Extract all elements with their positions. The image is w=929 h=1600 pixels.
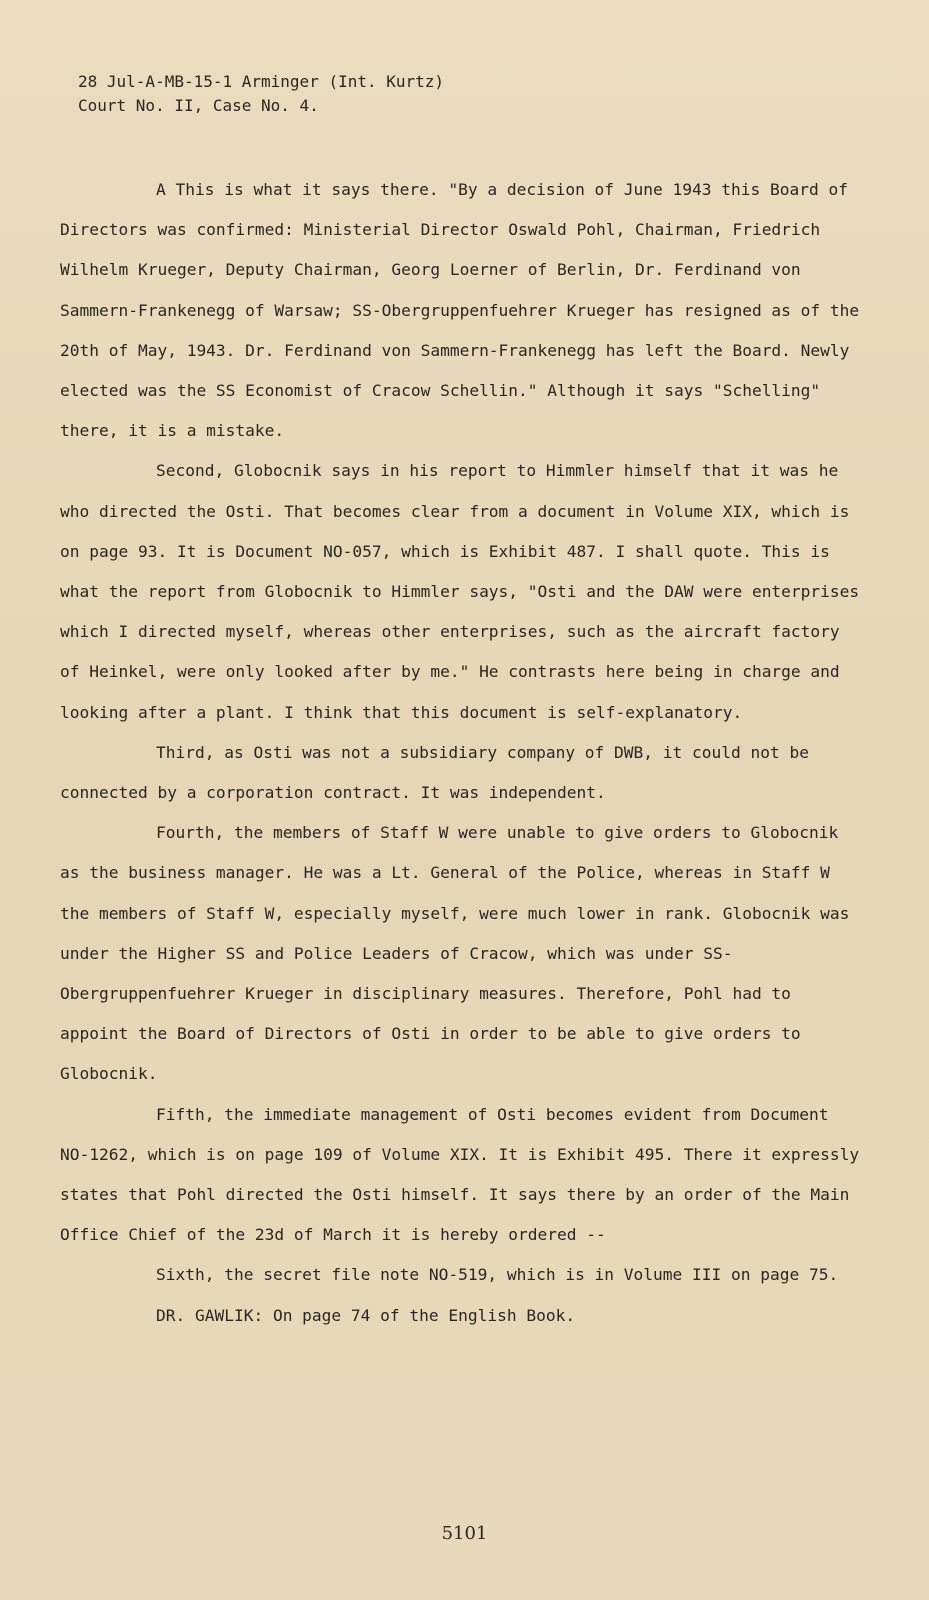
paragraph: Fourth, the members of Staff W were unable to give orders to Globocnik as the business manager. He was a Lt. General of the Police, whereas in Staff W the members of Staff W, especially myself, were much lower in rank. Globocnik was under the Higher SS and Police Leaders of Cracow, which was under SS-Obergruppenfuehrer Krueger in disciplinary measures. Therefore, Pohl had to appoint the Board of Directors of Osti in order to be able to give orders to Globocnik. <box>60 823 850 1084</box>
paragraph: Fifth, the immediate management of Osti becomes evident from Document NO-1262, which is on page 109 of Volume XIX. It is Exhibit 495. There it expressly states that Pohl directed the Osti himself. It says there by an order of the Main Office Chief of the 23d of March it is hereby ordered -- <box>60 1104 860 1245</box>
header-case-line: Court No. II, Case No. 4. <box>78 96 319 115</box>
transcript-body <box>60 170 860 1336</box>
paragraph: Third, as Osti was not a subsidiary company of DWB, it could not be connected by a corporation contract. It was independent. <box>60 742 809 803</box>
paragraph: DR. GAWLIK: On page 74 of the English Book. <box>156 1305 576 1325</box>
paragraph: A This is what it says there. "By a decision of June 1943 this Board of Directors was confirmed: Ministerial Director Oswald Pohl, Chairman, Friedrich Wilhelm Krueger, Deputy Chairman, Georg Loerner of Berlin, Dr. Ferdinand von Sammern-Frankenegg of Warsaw; SS-Obergruppenfuehrer Krueger has resigned as of the 20th of May, 1943. Dr. Ferdinand von Sammern-Frankenegg has left the Board. Newly elected was the SS Economist of Cracow Schellin." Although it says "Schelling" there, it is a mistake. <box>60 180 860 441</box>
document-header <box>78 70 444 118</box>
paragraph: Second, Globocnik says in his report to Himmler himself that it was he who directed the Osti. That becomes clear from a document in Volume XIX, which is on page 93. It is Document NO-057, which is Exhibit 487. I shall quote. This is what the report from Globocnik to Himmler says, "Osti and the DAW were enterprises which I directed myself, whereas other enterprises, such as the aircraft factory of Heinkel, were only looked after by me." He contrasts here being in charge and looking after a plant. I think that this document is self-explanatory. <box>60 461 860 722</box>
header-session-line: 28 Jul-A-MB-15-1 Arminger (Int. Kurtz) <box>78 72 445 91</box>
page-number: 5101 <box>441 1523 488 1544</box>
paragraph: Sixth, the secret file note NO-519, which is in Volume III on page 75. <box>156 1265 839 1285</box>
